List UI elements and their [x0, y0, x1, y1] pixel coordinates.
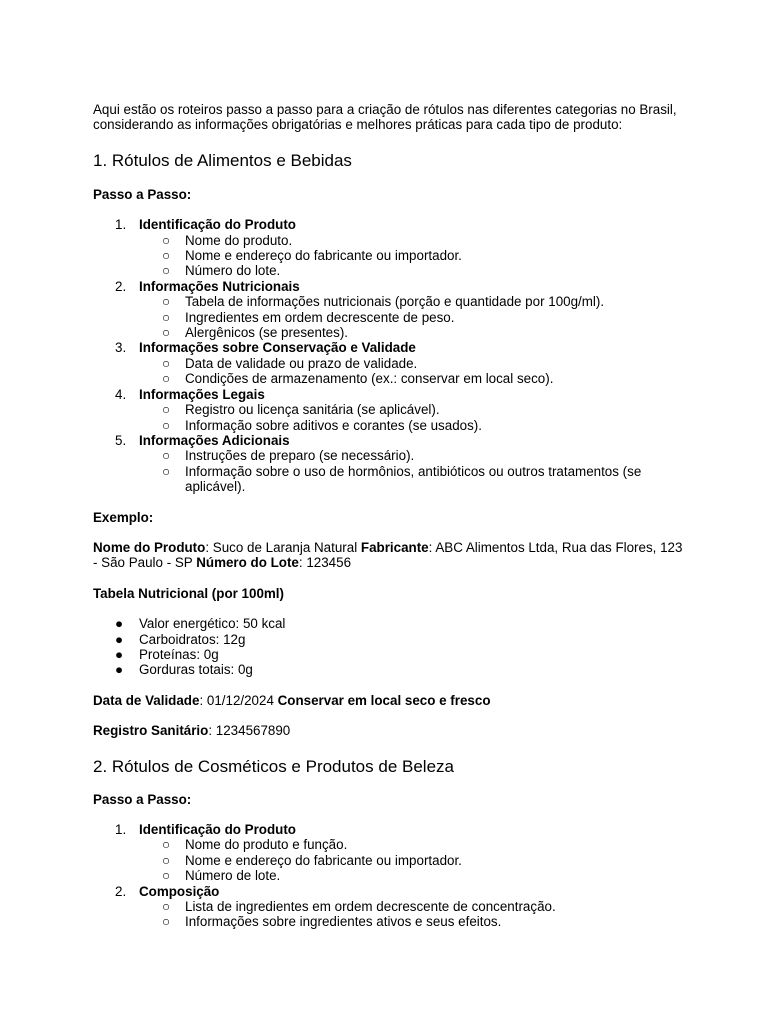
list-item-text: Carboidratos: 12g: [139, 631, 246, 647]
circle-bullet-icon: ○: [162, 837, 171, 853]
step-subitems: [139, 837, 683, 883]
step-title: Identificação do Produto: [139, 217, 296, 233]
section-2-steps: [93, 822, 683, 930]
step-title: Informações Nutricionais: [139, 278, 300, 294]
storage-note: Conservar em local seco e fresco: [277, 692, 491, 708]
step-number: 1.: [115, 217, 127, 233]
step-subitems: [139, 356, 683, 387]
list-item-text: Número de lote.: [185, 868, 281, 884]
list-item: [162, 248, 683, 264]
circle-bullet-icon: ○: [162, 294, 171, 310]
step-item: [93, 217, 683, 279]
step-title: Informações Legais: [139, 386, 265, 402]
list-item-text: Ingredientes em ordem decrescente de peso.: [185, 309, 455, 325]
list-item: [162, 463, 683, 495]
list-item-text: Instruções de preparo (se necessário).: [185, 448, 415, 464]
list-item-text: Informação sobre aditivos e corantes (se usados).: [185, 417, 482, 433]
step-title: Composição: [139, 883, 220, 899]
list-item: [162, 837, 683, 853]
circle-bullet-icon: ○: [162, 417, 171, 433]
manufacturer-value: : ABC Alimentos Ltda, Rua das Flores, 123 - São Paulo - SP: [93, 539, 683, 571]
list-item-text: Condições de armazenamento (ex.: conservar em local seco).: [185, 371, 554, 387]
circle-bullet-icon: ○: [162, 325, 171, 341]
circle-bullet-icon: ○: [162, 232, 171, 248]
circle-bullet-icon: ○: [162, 914, 171, 930]
list-item-text: Informação sobre o uso de hormônios, antibióticos ou outros tratamentos (se aplicável).: [185, 463, 642, 495]
section-2-heading: 2. Rótulos de Cosméticos e Produtos de Beleza: [93, 756, 454, 776]
step-title: Informações sobre Conservação e Validade: [139, 340, 416, 356]
step-subitems: [139, 899, 683, 930]
product-name-value: : Suco de Laranja Natural: [205, 539, 361, 555]
document-content: [93, 102, 683, 930]
bullet-icon: ●: [115, 646, 124, 662]
circle-bullet-icon: ○: [162, 309, 171, 325]
step-item: [93, 340, 683, 386]
circle-bullet-icon: ○: [162, 868, 171, 884]
step-number: 2.: [115, 883, 127, 899]
spacer: [93, 495, 683, 510]
step-item: [93, 433, 683, 495]
step-number: 3.: [115, 340, 127, 356]
step-item: [93, 884, 683, 930]
step-subitems: [139, 448, 683, 494]
section-1-passo-label: Passo a Passo:: [93, 186, 192, 202]
example-product-line: [93, 540, 683, 571]
list-item: [93, 647, 683, 662]
lot-number-value: : 123456: [298, 555, 352, 571]
spacer: [93, 708, 683, 723]
intro-paragraph: Aqui estão os roteiros passo a passo para a criação de rótulos nas diferentes categorias no Brasil, considerando as informações obrigatórias e melhores práticas para cada tipo de produto:: [93, 102, 677, 133]
list-item: [162, 868, 683, 884]
validity-label: Data de Validade: [93, 692, 200, 708]
list-item: [93, 662, 683, 677]
step-title: Identificação do Produto: [139, 822, 296, 837]
bullet-icon: ●: [115, 662, 124, 678]
list-item: [162, 371, 683, 387]
list-item-text: Nome e endereço do fabricante ou importador.: [185, 248, 462, 264]
list-item: [162, 899, 683, 915]
step-number: 2.: [115, 278, 127, 294]
list-item-text: Tabela de informações nutricionais (porção e quantidade por 100g/ml).: [185, 294, 605, 310]
list-item: [93, 632, 683, 647]
step-number: 1.: [115, 822, 127, 837]
registration-line: [93, 723, 683, 738]
list-item-text: Alergênicos (se presentes).: [185, 325, 348, 341]
circle-bullet-icon: ○: [162, 899, 171, 915]
list-item-text: Data de validade ou prazo de validade.: [185, 355, 418, 371]
section-1-heading: 1. Rótulos de Alimentos e Bebidas: [93, 150, 352, 170]
list-item-text: Proteínas: 0g: [139, 646, 219, 662]
nutrition-list: [93, 616, 683, 678]
step-title: Informações Adicionais: [139, 432, 290, 448]
list-item: [162, 355, 683, 371]
step-number: 4.: [115, 386, 127, 402]
list-item: [162, 325, 683, 341]
nutrition-table-heading: Tabela Nutricional (por 100ml): [93, 585, 284, 601]
bullet-icon: ●: [115, 616, 124, 632]
list-item: [162, 852, 683, 868]
spacer: [93, 571, 683, 586]
list-item-text: Nome do produto e função.: [185, 837, 348, 853]
step-item: [93, 387, 683, 433]
list-item-text: Valor energético: 50 kcal: [139, 616, 286, 632]
product-name-label: Nome do Produto: [93, 539, 206, 555]
list-item: [162, 448, 683, 464]
circle-bullet-icon: ○: [162, 852, 171, 868]
step-subitems: [139, 233, 683, 279]
list-item: [162, 309, 683, 325]
list-item: [162, 294, 683, 310]
step-item: [93, 822, 683, 884]
registration-label: Registro Sanitário: [93, 723, 209, 739]
manufacturer-label: Fabricante: [360, 539, 429, 555]
circle-bullet-icon: ○: [162, 371, 171, 387]
step-item: [93, 279, 683, 341]
example-heading: Exemplo:: [93, 509, 154, 525]
section-1-steps: [93, 217, 683, 494]
step-number: 5.: [115, 432, 127, 448]
list-item: [162, 417, 683, 433]
list-item: [162, 263, 683, 279]
list-item: [93, 616, 683, 631]
circle-bullet-icon: ○: [162, 263, 171, 279]
circle-bullet-icon: ○: [162, 248, 171, 264]
step-subitems: [139, 294, 683, 340]
circle-bullet-icon: ○: [162, 355, 171, 371]
list-item-text: Registro ou licença sanitária (se aplicável).: [185, 402, 440, 418]
bullet-icon: ●: [115, 631, 124, 647]
validity-value: : 01/12/2024: [199, 692, 278, 708]
lot-number-label: Número do Lote: [196, 555, 299, 571]
circle-bullet-icon: ○: [162, 463, 171, 479]
list-item: [162, 402, 683, 418]
circle-bullet-icon: ○: [162, 448, 171, 464]
list-item: [162, 914, 683, 930]
list-item-text: Nome e endereço do fabricante ou importador.: [185, 852, 462, 868]
list-item-text: Lista de ingredientes em ordem decrescente de concentração.: [185, 899, 556, 915]
list-item-text: Gorduras totais: 0g: [139, 662, 253, 678]
list-item: [162, 232, 683, 248]
section-2-passo-label: Passo a Passo:: [93, 791, 192, 807]
list-item-text: Informações sobre ingredientes ativos e seus efeitos.: [185, 914, 502, 930]
list-item-text: Número do lote.: [185, 263, 281, 279]
validity-line: [93, 693, 683, 708]
list-item-text: Nome do produto.: [185, 232, 293, 248]
spacer: [93, 678, 683, 693]
step-subitems: [139, 402, 683, 433]
registration-value: : 1234567890: [208, 723, 291, 739]
circle-bullet-icon: ○: [162, 402, 171, 418]
